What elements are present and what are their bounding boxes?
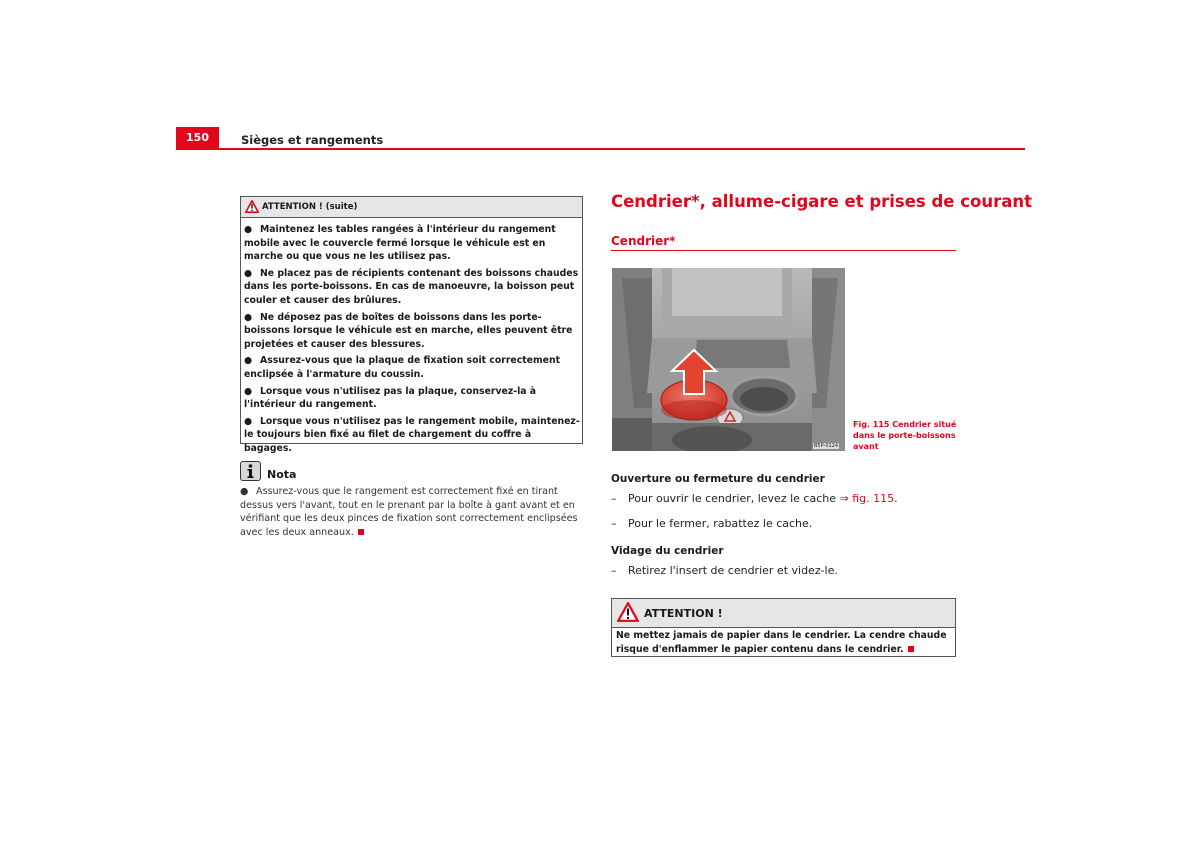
step-empty: – Retirez l'insert de cendrier et videz-le.: [611, 564, 838, 577]
warning-item: ● Lorsque vous n'utilisez pas le rangement mobile, maintenez-le toujours bien fixé au filet de chargement du coffre à bagages.: [244, 415, 580, 454]
warning-text: Ne mettez jamais de papier dans le cendrier. La cendre chaude risque d'enflammer le papier contenu dans le cendrier.: [616, 630, 947, 655]
subsection-title: Cendrier*: [611, 234, 676, 248]
figure-link[interactable]: ⇒ fig. 115: [839, 492, 895, 505]
page-number: 150: [176, 127, 219, 149]
warning-heading: ATTENTION !: [644, 607, 723, 620]
warning-box-continued: [240, 196, 583, 454]
warning-item: ● Ne placez pas de récipients contenant des boissons chaudes dans les porte-boissons. En cas de manoeuvre, la boisson peut couler et causer des brûlures.: [244, 267, 579, 306]
main-title: Cendrier*, allume-cigare et prises de courant: [611, 192, 1033, 211]
warning-heading: ATTENTION ! (suite): [262, 202, 358, 212]
subsection-rule: [611, 250, 956, 251]
ashtray-figure: [612, 268, 845, 451]
warning-item: ● Ne déposez pas de boîtes de boissons dans les porte-boissons lorsque le véhicule est en marche, elles peuvent être projetées et causer des blessures.: [244, 311, 573, 350]
warning-triangle-icon: [245, 200, 259, 213]
warning-header: [241, 197, 582, 218]
warning-box: [611, 598, 956, 657]
end-of-section-marker: [908, 646, 914, 652]
warning-header: [612, 599, 955, 628]
emptying-heading: Vidage du cendrier: [611, 545, 724, 557]
warning-triangle-icon: [617, 602, 639, 622]
header-rule: [176, 148, 1025, 150]
warning-item: ● Lorsque vous n'utilisez pas la plaque, conservez-la à l'intérieur du rangement.: [244, 385, 537, 411]
section-title: Sièges et rangements: [241, 133, 384, 147]
note-text: ● Assurez-vous que le rangement est correctement fixé en tirant dessus vers l'avant, tout en le prenant par la boîte à gant avant et en vérifiant que les deux pinces de fixation sont correctement enclipsées avec les deux anneaux.: [240, 486, 578, 538]
warning-item: ● Assurez-vous que la plaque de fixation soit correctement enclipsée à l'armature du coussin.: [244, 355, 561, 380]
figure-code: B5P-0124: [814, 443, 839, 449]
note-label: Nota: [267, 468, 297, 481]
warning-item: ● Maintenez les tables rangées à l'intérieur du rangement mobile avec le couvercle fermé lorsque le véhicule est en marche ou que vous ne les utilisez pas.: [244, 224, 556, 263]
opening-heading: Ouverture ou fermeture du cendrier: [611, 473, 825, 485]
step-close: – Pour le fermer, rabattez le cache.: [611, 517, 813, 530]
end-of-section-marker: [358, 529, 364, 535]
step-open: – Pour ouvrir le cendrier, levez le cache ⇒ fig. 115.: [611, 492, 898, 505]
warning-list: [244, 223, 580, 459]
info-icon: [240, 461, 261, 481]
figure-caption: Fig. 115 Cendrier situé dans le porte-boissons avant: [853, 420, 957, 451]
